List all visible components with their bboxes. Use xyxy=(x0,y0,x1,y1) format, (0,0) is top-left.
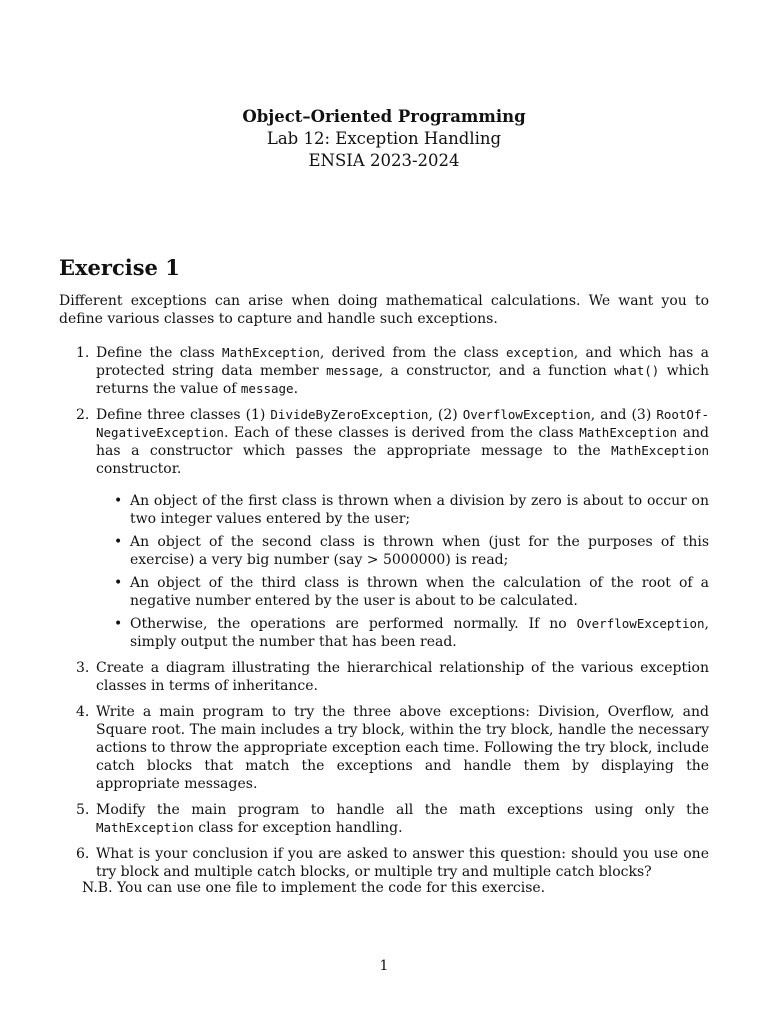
text-run: Modify the main program to handle all the math exceptions using only the xyxy=(96,802,709,818)
text-run: . Each of these classes is derived from the class xyxy=(223,425,580,441)
task-text xyxy=(96,801,709,837)
bullet-text xyxy=(130,615,709,651)
bullet-item xyxy=(96,615,709,651)
course-title: Object–Oriented Programming xyxy=(242,107,526,126)
code-term: MathException xyxy=(611,443,709,458)
bullet-dot-icon: • xyxy=(114,493,123,509)
code-term: message xyxy=(326,363,379,378)
task-number: 1. xyxy=(76,345,90,361)
text-run: An object of the third class is thrown when the calculation of the root of a negative number entered by the user is about to be calculated. xyxy=(130,575,709,609)
page-number: 1 xyxy=(379,958,389,974)
code-term: what() xyxy=(614,363,660,378)
task-text xyxy=(96,406,709,478)
task-list xyxy=(59,344,709,889)
code-term: OverflowException xyxy=(576,616,705,631)
task-text xyxy=(96,659,709,695)
task-number: 3. xyxy=(76,660,90,676)
text-run: An object of the first class is thrown when a division by zero is about to occur on two integer values entered by the user; xyxy=(130,493,709,527)
code-term: message xyxy=(240,381,294,396)
task-item xyxy=(59,659,709,695)
bullet-text xyxy=(130,533,709,569)
text-run: , (2) xyxy=(428,407,463,423)
text-run: Create a diagram illustrating the hierarchical relationship of the various exception classes in terms of inheritance. xyxy=(96,660,709,694)
text-run: What is your conclusion if you are asked to answer this question: should you use one try block and multiple catch blocks, or multiple try and multiple catch blocks? xyxy=(96,846,709,880)
task-item xyxy=(59,801,709,837)
text-run: , derived from the class xyxy=(319,345,507,361)
exercise-heading: Exercise 1 xyxy=(59,255,180,280)
text-run: . xyxy=(293,381,299,397)
text-run: Define the class xyxy=(96,345,223,361)
institution-year: ENSIA 2023-2024 xyxy=(308,151,460,170)
task-number: 2. xyxy=(76,407,90,423)
task-number: 6. xyxy=(76,846,90,862)
text-run: and has a constructor which passes the appropriate message to the xyxy=(96,425,709,459)
title-block xyxy=(0,106,768,172)
text-run: Write a main program to try the three above exceptions: Division, Overflow, and Square root. The main includes a try block, within the try block, handle the necessary actions to throw the appropriate exception each time. Following the try block, include catch blocks that match the exceptions and handle them by displaying the appropriate messages. xyxy=(96,704,709,792)
exercise-intro: Different exceptions can arise when doing mathematical calculations. We want you to define various classes to capture and handle such exceptions. xyxy=(59,293,709,327)
task-item xyxy=(59,703,709,793)
text-run: An object of the second class is thrown when (just for the purposes of this exercise) a very big number (say > 5000000) is read; xyxy=(130,534,709,568)
text-run: which returns the value of xyxy=(96,363,709,397)
bullet-text xyxy=(130,492,709,528)
task-item xyxy=(59,845,709,881)
bullet-dot-icon: • xyxy=(114,575,123,591)
text-run: constructor. xyxy=(96,461,182,477)
task-text xyxy=(96,703,709,793)
lab-subtitle: Lab 12: Exception Handling xyxy=(266,129,502,148)
bullet-list xyxy=(96,492,709,651)
bullet-text xyxy=(130,574,709,610)
task-text xyxy=(96,845,709,881)
bullet-dot-icon: • xyxy=(114,616,123,632)
text-run: Define three classes (1) xyxy=(96,407,271,423)
bullet-item xyxy=(96,574,709,610)
text-run: class for exception handling. xyxy=(193,820,403,836)
bullet-item xyxy=(96,492,709,528)
note: N.B. You can use one file to implement the code for this exercise. xyxy=(82,880,546,896)
code-term: MathException xyxy=(222,345,320,360)
code-term: MathException xyxy=(579,425,678,440)
task-text xyxy=(96,344,709,398)
task-number: 5. xyxy=(76,802,90,818)
code-term: OverflowException xyxy=(462,407,591,422)
text-run: , and (3) xyxy=(590,407,657,423)
text-run: , simply output the number that has been read. xyxy=(130,616,709,650)
code-term: RootOf-NegativeException xyxy=(96,407,709,440)
bullet-item xyxy=(96,533,709,569)
code-term: MathException xyxy=(96,820,194,835)
code-term: DivideByZeroException xyxy=(270,407,429,422)
task-item xyxy=(59,344,709,398)
task-item xyxy=(59,406,709,651)
code-term: exception xyxy=(506,345,574,360)
task-number: 4. xyxy=(76,704,90,720)
text-run: , and which has a protected string data member xyxy=(96,345,709,379)
text-run: , a constructor, and a function xyxy=(378,363,615,379)
text-run: Otherwise, the operations are performed normally. If no xyxy=(130,616,577,632)
bullet-dot-icon: • xyxy=(114,534,123,550)
